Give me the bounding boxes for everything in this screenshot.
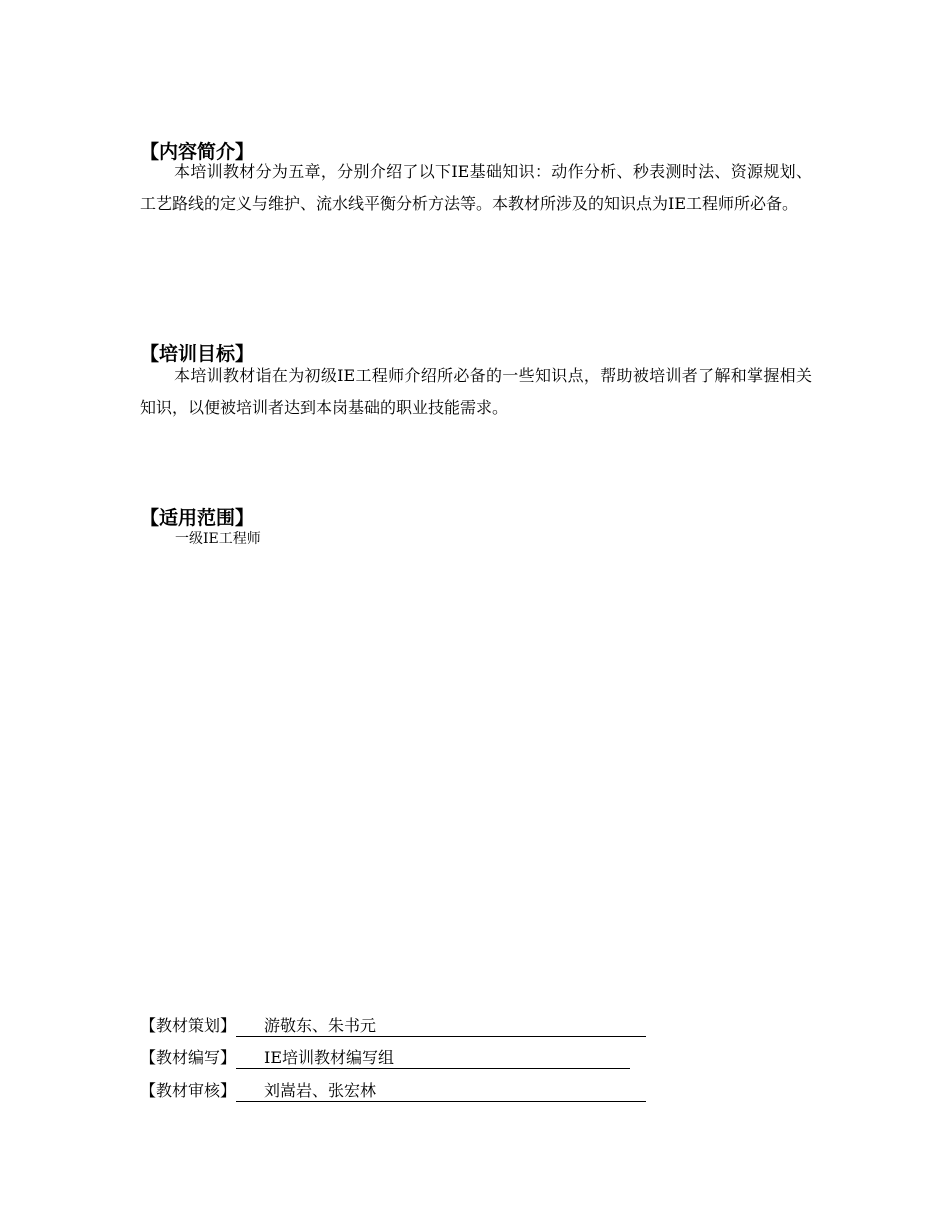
- credit-writing-value: IE培训教材编写组: [236, 1047, 630, 1069]
- credit-planning-label: 【教材策划】: [140, 1016, 237, 1035]
- section-title-intro: 【内容简介】: [140, 141, 255, 163]
- scope-text: 一级IE工程师: [175, 531, 261, 547]
- credit-review-label: 【教材审核】: [140, 1081, 237, 1100]
- credit-writing: [140, 1047, 630, 1069]
- goal-paragraph: 本培训教材诣在为初级IE工程师介绍所必备的一些知识点，帮助被培训者了解和掌握相关知识，以便被培训者达到本岗基础的职业技能需求。: [140, 366, 812, 417]
- credit-review-value: 刘嵩岩、张宏林: [236, 1080, 646, 1102]
- section-title-scope: 【适用范围】: [140, 507, 255, 529]
- section-title-goal: 【培训目标】: [140, 343, 255, 365]
- credit-planning-value: 游敬东、朱书元: [236, 1015, 646, 1037]
- credit-review: [140, 1080, 646, 1102]
- credit-planning: [140, 1015, 646, 1037]
- credit-writing-label: 【教材编写】: [140, 1048, 237, 1067]
- intro-paragraph: 本培训教材分为五章，分别介绍了以下IE基础知识：动作分析、秒表测时法、资源规划、工艺路线的定义与维护、流水线平衡分析方法等。本教材所涉及的知识点为IE工程师所必备。: [140, 162, 812, 213]
